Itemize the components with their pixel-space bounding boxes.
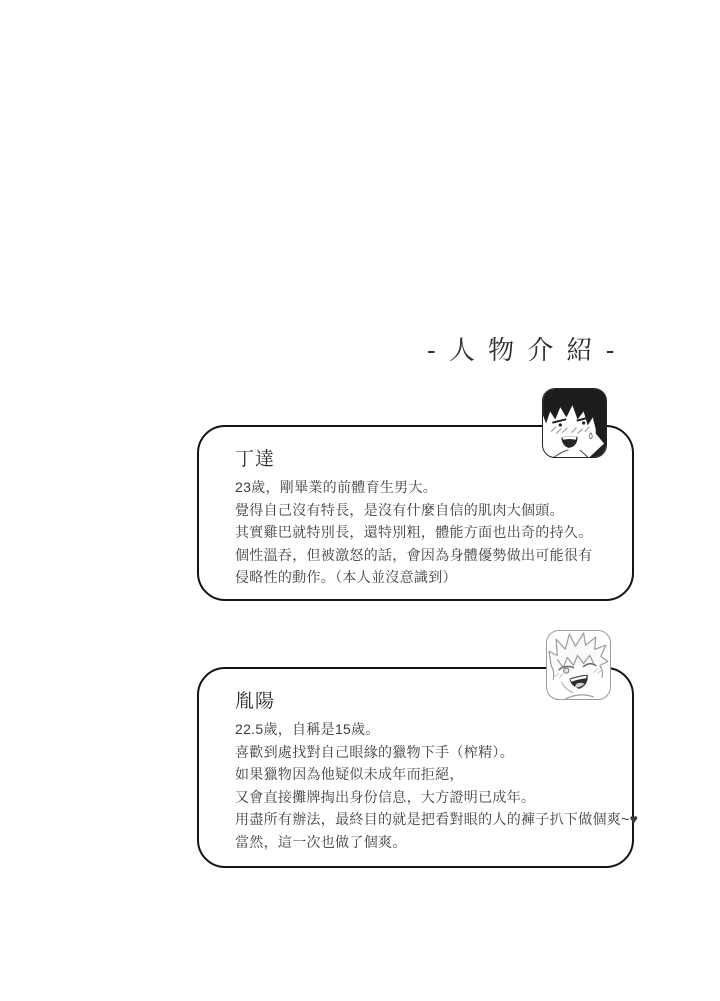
portrait-image: [542, 388, 607, 458]
blushing-dark-haired-man-face-icon: [543, 389, 606, 457]
description-line: 22.5歲，自稱是15歲。: [235, 721, 380, 737]
portrait-image: [546, 630, 611, 700]
description-line: 喜歡到處找對自己眼緣的獵物下手（榨精）。: [235, 743, 514, 760]
character-name: 丁達: [235, 449, 276, 470]
description-line: 如果獵物因為他疑似未成年而拒絕，: [235, 766, 464, 783]
description-line: 個性溫吞，但被激怒的話，會因為身體優勢做出可能很有: [235, 546, 593, 563]
description-line: 當然，這一次也做了個爽。: [235, 833, 407, 850]
description-line: 又會直接攤牌掏出身份信息，大方證明已成年。: [235, 788, 536, 805]
character-description: [235, 718, 639, 854]
description-line: 侵略性的動作。（本人並沒意識到）: [235, 569, 457, 586]
description-line: 用盡所有辦法，最終目的就是把看對眼的人的褲子扒下做個爽~♥: [235, 811, 639, 828]
description-line: 23歲，剛畢業的前體育生男大。: [235, 479, 438, 495]
description-line: 其實雞巴就特別長，還特別粗，體能方面也出奇的持久。: [235, 524, 593, 541]
winking-white-haired-boy-face-icon: [547, 631, 610, 699]
character-description: [235, 476, 614, 589]
page-title: - 人 物 介 紹 -: [427, 335, 618, 365]
description-line: 覺得自己沒有特長，是沒有什麼自信的肌肉大個頭。: [235, 501, 564, 518]
character-name: 胤陽: [235, 691, 276, 712]
